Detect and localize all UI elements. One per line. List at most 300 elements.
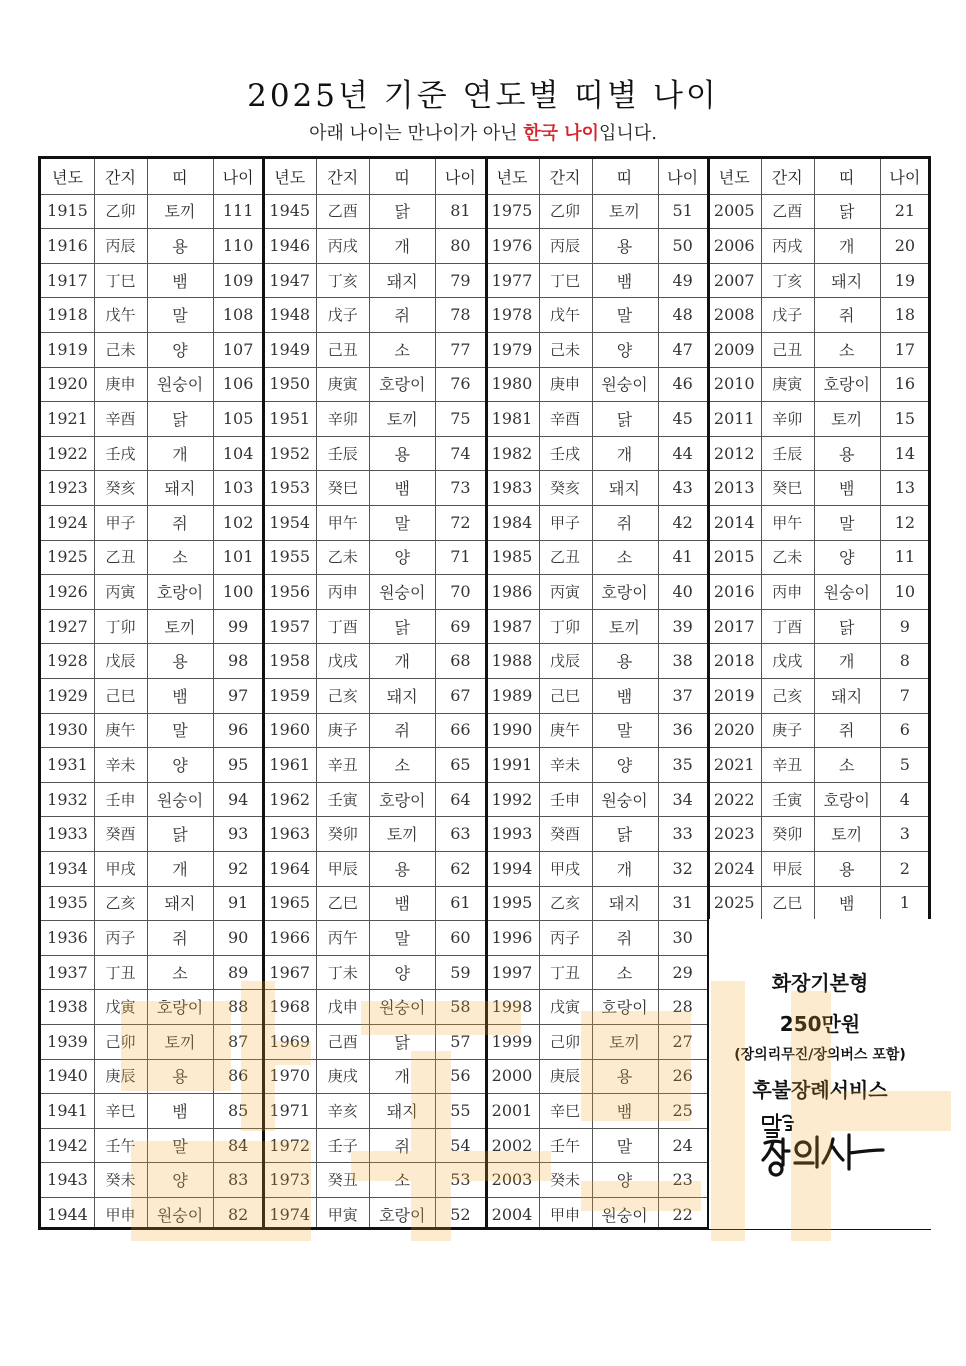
header-age: 나이 xyxy=(667,167,699,187)
cell-year: 1924 xyxy=(47,512,88,532)
cell-age: 33 xyxy=(672,824,693,844)
cell-age: 102 xyxy=(222,512,254,532)
cell-ganji: 甲子 xyxy=(105,513,136,532)
cell-ganji: 甲申 xyxy=(105,1205,136,1224)
cell-year: 1968 xyxy=(269,997,311,1017)
cell-year: 1969 xyxy=(269,1031,311,1051)
cell-age: 43 xyxy=(672,478,693,498)
cell-ganji: 甲午 xyxy=(327,513,358,532)
cell-ganji: 丁丑 xyxy=(549,963,580,982)
cell-year: 2003 xyxy=(491,1170,533,1190)
cell-age: 62 xyxy=(450,858,471,878)
cell-animal: 용 xyxy=(394,859,410,879)
cell-year: 1939 xyxy=(47,1031,88,1051)
cell-year: 1960 xyxy=(269,720,311,740)
cell-age: 1 xyxy=(899,893,910,913)
cell-animal: 개 xyxy=(394,652,410,672)
cell-ganji: 丁酉 xyxy=(327,617,358,636)
cell-age: 82 xyxy=(227,1204,249,1224)
cell-animal: 호랑이 xyxy=(156,998,204,1018)
header-age: 나이 xyxy=(222,167,254,187)
cell-year: 1967 xyxy=(269,962,311,982)
cell-ganji: 己亥 xyxy=(327,686,358,705)
cell-year: 1986 xyxy=(491,581,533,601)
cell-animal: 뱀 xyxy=(172,271,188,291)
cell-year: 1974 xyxy=(269,1204,311,1224)
cell-animal: 개 xyxy=(616,444,633,464)
header-age: 나이 xyxy=(889,167,921,187)
cell-age: 96 xyxy=(227,720,249,740)
cell-ganji: 丙戌 xyxy=(772,236,803,255)
cell-ganji: 庚寅 xyxy=(327,375,358,394)
cell-age: 58 xyxy=(450,997,471,1017)
cell-ganji: 丙戌 xyxy=(327,236,358,255)
cell-ganji: 乙卯 xyxy=(549,202,580,221)
header-year: 년도 xyxy=(274,167,306,187)
cell-year: 1915 xyxy=(47,201,88,221)
cell-ganji: 壬申 xyxy=(105,790,136,809)
cell-ganji: 丙午 xyxy=(327,928,358,947)
cell-age: 7 xyxy=(899,685,910,705)
cell-ganji: 戊午 xyxy=(549,306,580,325)
cell-age: 31 xyxy=(672,893,693,913)
cell-ganji: 壬申 xyxy=(549,790,580,809)
cell-year: 2018 xyxy=(713,651,755,671)
cell-ganji: 乙丑 xyxy=(549,548,580,567)
cell-animal: 호랑이 xyxy=(601,582,648,602)
cell-animal: 토끼 xyxy=(164,202,196,222)
cell-ganji: 癸卯 xyxy=(772,825,803,844)
cell-animal: 토끼 xyxy=(609,617,640,637)
cell-ganji: 庚戌 xyxy=(327,1067,358,1086)
cell-animal: 개 xyxy=(839,236,855,256)
cell-year: 1922 xyxy=(47,443,88,463)
cell-year: 2008 xyxy=(713,305,755,325)
cell-age: 69 xyxy=(450,616,471,636)
cell-animal: 토끼 xyxy=(386,409,418,429)
cell-year: 1946 xyxy=(269,235,311,255)
cell-year: 1951 xyxy=(269,408,311,428)
grid-line xyxy=(316,159,317,1227)
cell-age: 14 xyxy=(894,443,916,463)
cell-age: 108 xyxy=(222,305,254,325)
cell-year: 1984 xyxy=(491,512,533,532)
cell-animal: 뱀 xyxy=(172,1101,188,1121)
cell-animal: 용 xyxy=(172,1067,188,1087)
cell-year: 1921 xyxy=(47,408,88,428)
cell-age: 21 xyxy=(894,201,916,221)
cell-year: 1925 xyxy=(47,547,88,567)
cell-animal: 호랑이 xyxy=(823,375,870,395)
cell-age: 89 xyxy=(227,962,249,982)
cell-animal: 원숭이 xyxy=(601,1205,648,1225)
cell-animal: 뱀 xyxy=(394,479,410,499)
cell-year: 2006 xyxy=(713,235,755,255)
cell-ganji: 戊辰 xyxy=(105,652,136,671)
cell-animal: 뱀 xyxy=(839,479,855,499)
cell-age: 8 xyxy=(899,651,910,671)
cell-age: 75 xyxy=(450,408,471,428)
cell-animal: 호랑이 xyxy=(156,582,204,602)
cell-age: 85 xyxy=(227,1100,249,1120)
cell-year: 1983 xyxy=(491,478,533,498)
cell-year: 1976 xyxy=(491,235,533,255)
cell-year: 1992 xyxy=(491,789,533,809)
cell-animal: 개 xyxy=(394,236,410,256)
cell-animal: 원숭이 xyxy=(379,998,426,1018)
grid-line xyxy=(213,159,214,1227)
cell-age: 51 xyxy=(672,201,693,221)
cell-ganji: 己巳 xyxy=(105,686,136,705)
grid-line xyxy=(435,159,436,1227)
cell-age: 65 xyxy=(450,754,471,774)
cell-ganji: 辛卯 xyxy=(327,409,358,428)
cell-year: 2010 xyxy=(713,374,755,394)
cell-animal: 용 xyxy=(616,236,633,256)
cell-ganji: 壬午 xyxy=(105,1136,136,1155)
cell-ganji: 乙卯 xyxy=(105,202,136,221)
cell-year: 1937 xyxy=(47,962,88,982)
cell-age: 50 xyxy=(672,235,693,255)
cell-age: 6 xyxy=(899,720,910,740)
cell-age: 91 xyxy=(227,893,249,913)
cell-animal: 용 xyxy=(172,236,188,256)
cell-ganji: 癸卯 xyxy=(327,825,358,844)
cell-ganji: 辛卯 xyxy=(772,409,803,428)
cell-year: 2004 xyxy=(491,1204,533,1224)
cell-ganji: 丙申 xyxy=(327,582,358,601)
cell-animal: 용 xyxy=(839,859,855,879)
cell-animal: 용 xyxy=(172,652,188,672)
cell-age: 45 xyxy=(672,408,693,428)
cell-year: 1998 xyxy=(491,997,533,1017)
cell-ganji: 己卯 xyxy=(549,1032,580,1051)
cell-year: 1989 xyxy=(491,685,533,705)
grid-line xyxy=(41,1059,708,1060)
cell-age: 16 xyxy=(894,374,916,394)
cell-year: 1961 xyxy=(269,754,311,774)
cell-year: 2012 xyxy=(713,443,755,463)
cell-year: 1950 xyxy=(269,374,311,394)
grid-line xyxy=(94,159,95,1227)
cell-year: 1982 xyxy=(491,443,533,463)
cell-animal: 소 xyxy=(839,340,855,360)
grid-line xyxy=(41,1128,708,1129)
cell-age: 72 xyxy=(450,512,471,532)
cell-ganji: 庚辰 xyxy=(105,1067,136,1086)
cell-animal: 닭 xyxy=(616,825,633,845)
cell-ganji: 丙寅 xyxy=(105,582,136,601)
cell-animal: 토끼 xyxy=(831,825,863,845)
cell-age: 23 xyxy=(672,1170,693,1190)
grid-line xyxy=(262,159,265,1227)
cell-age: 110 xyxy=(222,235,254,255)
cell-ganji: 辛丑 xyxy=(327,755,358,774)
cell-age: 34 xyxy=(672,789,693,809)
cell-animal: 토끼 xyxy=(164,1032,196,1052)
cell-age: 27 xyxy=(672,1031,693,1051)
cell-age: 70 xyxy=(450,581,471,601)
cell-age: 20 xyxy=(894,235,916,255)
cell-age: 106 xyxy=(222,374,254,394)
cell-animal: 원숭이 xyxy=(156,1205,204,1225)
cell-age: 80 xyxy=(450,235,471,255)
cell-age: 48 xyxy=(672,305,693,325)
cell-year: 2020 xyxy=(713,720,755,740)
cell-ganji: 乙巳 xyxy=(772,894,803,913)
cell-year: 1959 xyxy=(269,685,311,705)
cell-animal: 닭 xyxy=(839,202,855,222)
grid-line xyxy=(41,1024,708,1025)
cell-ganji: 己酉 xyxy=(327,1032,358,1051)
header-ganji: 간지 xyxy=(105,167,136,187)
cell-age: 46 xyxy=(672,374,693,394)
cell-animal: 소 xyxy=(172,548,188,568)
cell-year: 1936 xyxy=(47,927,88,947)
cell-age: 54 xyxy=(450,1135,471,1155)
cell-year: 2021 xyxy=(713,754,755,774)
ad-includes: (장의리무진/장의버스 포함) xyxy=(734,1047,906,1063)
header-year: 년도 xyxy=(52,167,83,187)
cell-animal: 돼지 xyxy=(386,271,418,291)
cell-animal: 뱀 xyxy=(172,686,188,706)
grid-line xyxy=(41,1162,708,1163)
cell-year: 1994 xyxy=(491,858,533,878)
cell-ganji: 丙子 xyxy=(105,928,136,947)
cell-animal: 원숭이 xyxy=(156,790,204,810)
cell-age: 19 xyxy=(894,270,916,290)
cell-ganji: 壬寅 xyxy=(327,790,358,809)
cell-age: 93 xyxy=(227,824,249,844)
cell-age: 53 xyxy=(450,1170,471,1190)
cell-year: 1981 xyxy=(491,408,533,428)
cell-year: 1938 xyxy=(47,997,88,1017)
cell-ganji: 庚午 xyxy=(549,721,580,740)
cell-animal: 뱀 xyxy=(616,1101,633,1121)
cell-animal: 닭 xyxy=(394,617,410,637)
cell-age: 59 xyxy=(450,962,471,982)
cell-year: 1972 xyxy=(269,1135,311,1155)
cell-animal: 쥐 xyxy=(616,513,633,533)
grid-line xyxy=(761,159,762,920)
cell-animal: 닭 xyxy=(172,409,188,429)
cell-year: 1978 xyxy=(491,305,533,325)
cell-year: 1929 xyxy=(47,685,88,705)
cell-year: 1957 xyxy=(269,616,311,636)
cell-animal: 쥐 xyxy=(172,513,188,533)
cell-ganji: 癸未 xyxy=(105,1171,136,1190)
cell-year: 1970 xyxy=(269,1066,311,1086)
header-animal: 띠 xyxy=(394,167,410,187)
cell-age: 42 xyxy=(672,512,693,532)
cell-ganji: 丙子 xyxy=(549,928,580,947)
cell-year: 1987 xyxy=(491,616,533,636)
subtitle-highlight: 한국 나이 xyxy=(523,123,600,144)
cell-ganji: 辛酉 xyxy=(549,409,580,428)
cell-age: 104 xyxy=(222,443,254,463)
grid-line xyxy=(880,159,881,920)
cell-age: 22 xyxy=(672,1204,693,1224)
cell-age: 63 xyxy=(450,824,471,844)
cell-ganji: 甲寅 xyxy=(327,1205,358,1224)
cell-animal: 쥐 xyxy=(394,306,410,326)
cell-year: 1920 xyxy=(47,374,88,394)
subtitle-text: 아래 나이는 만나이가 아닌 xyxy=(309,123,524,144)
cell-year: 1962 xyxy=(269,789,311,809)
cell-ganji: 丁亥 xyxy=(327,271,358,290)
cell-year: 1954 xyxy=(269,512,311,532)
cell-year: 1997 xyxy=(491,962,533,982)
cell-animal: 호랑이 xyxy=(379,375,426,395)
cell-ganji: 庚午 xyxy=(105,721,136,740)
cell-ganji: 癸酉 xyxy=(105,825,136,844)
cell-year: 1956 xyxy=(269,581,311,601)
cell-animal: 뱀 xyxy=(394,894,410,914)
cell-ganji: 辛酉 xyxy=(105,409,136,428)
cell-ganji: 丁未 xyxy=(327,963,358,982)
cell-age: 18 xyxy=(894,305,916,325)
cell-animal: 개 xyxy=(616,859,633,879)
cell-year: 2023 xyxy=(713,824,755,844)
cell-animal: 뱀 xyxy=(616,271,633,291)
cell-ganji: 丁巳 xyxy=(549,271,580,290)
cell-animal: 원숭이 xyxy=(823,582,870,602)
cell-age: 88 xyxy=(227,997,249,1017)
cell-ganji: 己卯 xyxy=(105,1032,136,1051)
cell-ganji: 癸巳 xyxy=(327,479,358,498)
grid-line xyxy=(539,159,540,1227)
cell-animal: 소 xyxy=(394,340,410,360)
cell-age: 17 xyxy=(894,339,916,359)
cell-ganji: 丙辰 xyxy=(105,236,136,255)
cell-age: 76 xyxy=(450,374,471,394)
cell-ganji: 丁卯 xyxy=(549,617,580,636)
cell-year: 1975 xyxy=(491,201,533,221)
cell-age: 15 xyxy=(894,408,916,428)
cell-animal: 소 xyxy=(394,755,410,775)
header-animal: 띠 xyxy=(172,167,188,187)
cell-year: 2013 xyxy=(713,478,755,498)
cell-age: 92 xyxy=(227,858,249,878)
ad-package-name: 화장기본형 xyxy=(771,971,869,995)
cell-animal: 소 xyxy=(616,963,633,983)
cell-animal: 용 xyxy=(394,444,410,464)
cell-ganji: 乙亥 xyxy=(549,894,580,913)
cell-animal: 돼지 xyxy=(609,894,640,914)
cell-ganji: 丁卯 xyxy=(105,617,136,636)
cell-age: 9 xyxy=(899,616,910,636)
cell-animal: 말 xyxy=(394,928,410,948)
cell-ganji: 丁巳 xyxy=(105,271,136,290)
cell-animal: 닭 xyxy=(172,825,188,845)
cell-ganji: 乙亥 xyxy=(105,894,136,913)
cell-animal: 쥐 xyxy=(394,1136,410,1156)
cell-ganji: 壬午 xyxy=(549,1136,580,1155)
cell-year: 1999 xyxy=(491,1031,533,1051)
cell-ganji: 戊寅 xyxy=(549,998,580,1017)
cell-year: 1932 xyxy=(47,789,88,809)
cell-year: 2011 xyxy=(713,408,755,428)
cell-ganji: 壬辰 xyxy=(772,444,803,463)
cell-ganji: 癸未 xyxy=(549,1171,580,1190)
cell-age: 56 xyxy=(450,1066,471,1086)
cell-year: 1952 xyxy=(269,443,311,463)
cell-age: 13 xyxy=(894,478,916,498)
cell-year: 2016 xyxy=(713,581,755,601)
cell-ganji: 丙申 xyxy=(772,582,803,601)
cell-age: 28 xyxy=(672,997,693,1017)
cell-ganji: 戊午 xyxy=(105,306,136,325)
cell-animal: 돼지 xyxy=(164,479,196,499)
cell-ganji: 庚申 xyxy=(549,375,580,394)
cell-age: 100 xyxy=(222,581,254,601)
grid-line xyxy=(41,955,708,956)
cell-ganji: 丙辰 xyxy=(549,236,580,255)
header-ganji: 간지 xyxy=(327,167,359,187)
cell-animal: 말 xyxy=(616,721,633,741)
cell-year: 1971 xyxy=(269,1100,311,1120)
cell-animal: 양 xyxy=(172,755,188,775)
cell-animal: 닭 xyxy=(394,1032,410,1052)
cell-animal: 쥐 xyxy=(172,928,188,948)
cell-animal: 토끼 xyxy=(164,617,196,637)
cell-year: 1941 xyxy=(47,1100,88,1120)
header-ganji: 간지 xyxy=(771,167,803,187)
cell-animal: 쥐 xyxy=(839,721,855,741)
cell-age: 61 xyxy=(450,893,471,913)
cell-year: 1942 xyxy=(47,1135,88,1155)
cell-age: 79 xyxy=(450,270,471,290)
cell-year: 2005 xyxy=(713,201,755,221)
cell-age: 107 xyxy=(222,339,254,359)
cell-year: 1931 xyxy=(47,754,88,774)
cell-animal: 닭 xyxy=(616,409,633,429)
cell-year: 2022 xyxy=(713,789,755,809)
cell-year: 2009 xyxy=(713,339,755,359)
cell-year: 1918 xyxy=(47,305,88,325)
cell-age: 90 xyxy=(227,927,249,947)
cell-animal: 원숭이 xyxy=(601,375,648,395)
cell-animal: 양 xyxy=(616,1171,633,1191)
cell-year: 2019 xyxy=(713,685,755,705)
cell-year: 2014 xyxy=(713,512,755,532)
cell-ganji: 己丑 xyxy=(327,340,358,359)
cell-ganji: 庚辰 xyxy=(549,1067,580,1086)
cell-animal: 돼지 xyxy=(831,271,863,291)
cell-year: 1947 xyxy=(269,270,311,290)
cell-animal: 개 xyxy=(394,1067,410,1087)
cell-animal: 개 xyxy=(172,859,188,879)
cell-year: 1964 xyxy=(269,858,311,878)
cell-age: 32 xyxy=(672,858,693,878)
grid-line xyxy=(485,159,488,1227)
cell-animal: 원숭이 xyxy=(156,375,204,395)
grid-line xyxy=(147,159,148,1227)
cell-ganji: 戊辰 xyxy=(549,652,580,671)
grid-line xyxy=(658,159,659,1227)
header-year: 년도 xyxy=(718,167,750,187)
cell-ganji: 癸亥 xyxy=(549,479,580,498)
cell-year: 1935 xyxy=(47,893,88,913)
ad-price: 250만원 xyxy=(779,1012,861,1036)
cell-age: 103 xyxy=(222,478,254,498)
cell-animal: 호랑이 xyxy=(823,790,870,810)
cell-animal: 양 xyxy=(616,340,633,360)
cell-animal: 양 xyxy=(172,340,188,360)
cell-age: 3 xyxy=(899,824,910,844)
cell-year: 1948 xyxy=(269,305,311,325)
cell-animal: 용 xyxy=(616,1067,633,1087)
